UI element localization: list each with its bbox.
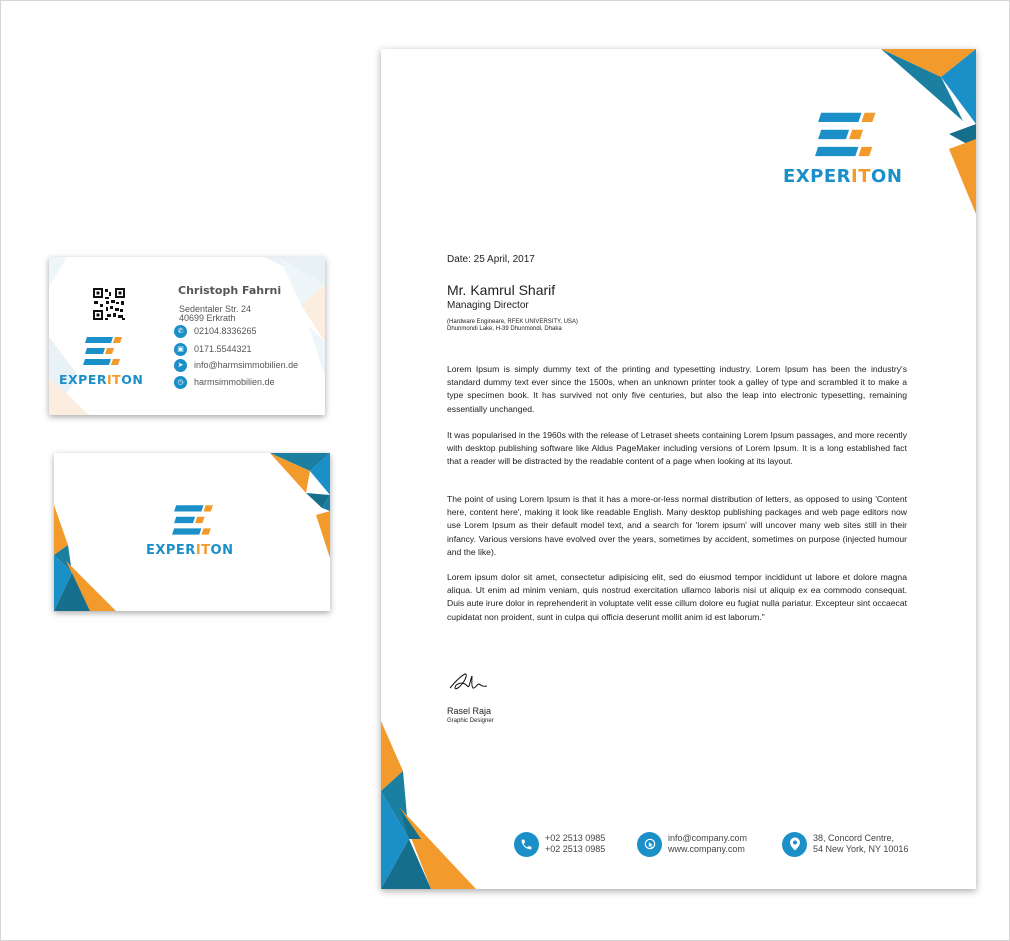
letter-paragraph: It was popularised in the 1960s with the release of Letraset sheets containing Lorem Ipsum passages, and more recently with desktop publishing software like Aldus PageMaker including versions of Lorem Ipsum. It is a long established fact that a reader will be distracted by the readable content of a page when looking at its layout. — [447, 430, 907, 467]
experiton-logo — [59, 337, 154, 387]
footer-phone-line2: +02 2513 0985 — [545, 844, 606, 854]
logo-wordmark: EXPERITON — [146, 543, 234, 558]
card-address-line2: 40699 Erkrath — [179, 313, 236, 323]
card-contact-text: 02104.8336265 — [194, 326, 257, 336]
qr-code — [92, 287, 126, 321]
cursor-icon — [637, 832, 662, 857]
recipient-detail-line1: (Hardware Engineare, RFEK UNIVERSITY, USA) — [447, 319, 578, 325]
card-holder-name: Christoph Fahrni — [178, 284, 282, 297]
letter-date: Date: 25 April, 2017 — [447, 254, 535, 265]
web-icon: ◷ — [174, 376, 187, 389]
card-address — [179, 305, 251, 323]
card-address-line1: Sedentaler Str. 24 — [179, 304, 252, 314]
letter-paragraph: Lorem Ipsum is simply dummy text of the printing and typesetting industry. Lorem Ipsum has been the industry's standard dummy text ever since the 1500s, when an unknown printer took a galley of type and scrambled it to make a type specimen book. It has survived not only five centuries, but also the leap into electronic typesetting, remaining essentially unchanged. — [447, 364, 907, 414]
recipient-detail-line2: Dhunmondi Lake, H-39 Dhunmondi, Dhaka — [447, 326, 562, 332]
card-contact-text: info@harmsimmobilien.de — [194, 360, 299, 370]
recipient-name: Mr. Kamrul Sharif — [447, 282, 556, 298]
card-contact-text: 0171.5544321 — [194, 344, 252, 354]
recipient-details — [447, 319, 578, 333]
business-card-front — [49, 257, 325, 415]
logo-mark-icon — [815, 112, 877, 160]
location-pin-icon — [782, 832, 807, 857]
business-card-back — [54, 453, 330, 611]
logo-mark-icon — [172, 505, 214, 537]
card-contact-mobile — [174, 342, 252, 356]
signer-role: Graphic Designer — [447, 718, 494, 724]
recipient-title: Managing Director — [447, 300, 529, 311]
card-contact-email — [174, 358, 298, 372]
phone-icon — [514, 832, 539, 857]
footer-phone — [514, 831, 605, 857]
footer-email[interactable]: info@company.com — [668, 833, 748, 843]
letterhead-sheet — [381, 49, 976, 889]
card-contact-phone — [174, 324, 257, 338]
footer-phone-line1: +02 2513 0985 — [545, 833, 606, 843]
signer-name: Rasel Raja — [447, 706, 492, 716]
logo-wordmark: EXPERITON — [59, 372, 144, 387]
logo-wordmark: EXPERITON — [783, 166, 903, 187]
footer-address-line2: 54 New York, NY 10016 — [813, 844, 909, 854]
logo-mark-icon — [83, 337, 123, 367]
letter-paragraph: The point of using Lorem Ipsum is that it has a more-or-less normal distribution of letters, as opposed to using 'Content here, content here', making it look like readable English. Many desktop publishing packages and web page editors now use Lorem Ipsum as their default model text, and a search for 'lorem ipsum' will uncover many web sites still in their infancy. Various versions have evolved over the years, sometimes by accident, sometimes on purpose (injected humour and the like). — [447, 494, 907, 557]
experiton-logo — [146, 505, 238, 561]
signature-image — [447, 664, 489, 694]
footer-web — [637, 831, 747, 857]
letter-paragraph: Lorem ipsum dolor sit amet, consectetur adipisicing elit, sed do eiusmod tempor incididunt ut labore et dolore magna aliqua. Ut enim ad minim veniam, quis nostrud exercitation ullamco laboris nisi ut aliquip ex ea commodo consequat. Duis aute irure dolor in reprehenderit in voluptate velit esse cillum dolore eu fugiat nulla pariatur. Excepteur sint occaecat cupidatat non proident, sunt in culpa qui officia deserunt mollit anim id est laborum." — [447, 572, 907, 622]
footer-address — [782, 831, 908, 857]
footer-address-line1: 38, Concord Centre, — [813, 833, 895, 843]
phone-icon: ✆ — [174, 325, 187, 338]
card-contact-text: harmsimmobilien.de — [194, 377, 275, 387]
footer-website[interactable]: www.company.com — [668, 844, 745, 854]
card-contact-web — [174, 375, 275, 389]
send-icon: ➤ — [174, 359, 187, 372]
mobile-icon: ▣ — [174, 343, 187, 356]
experiton-logo — [783, 112, 913, 187]
